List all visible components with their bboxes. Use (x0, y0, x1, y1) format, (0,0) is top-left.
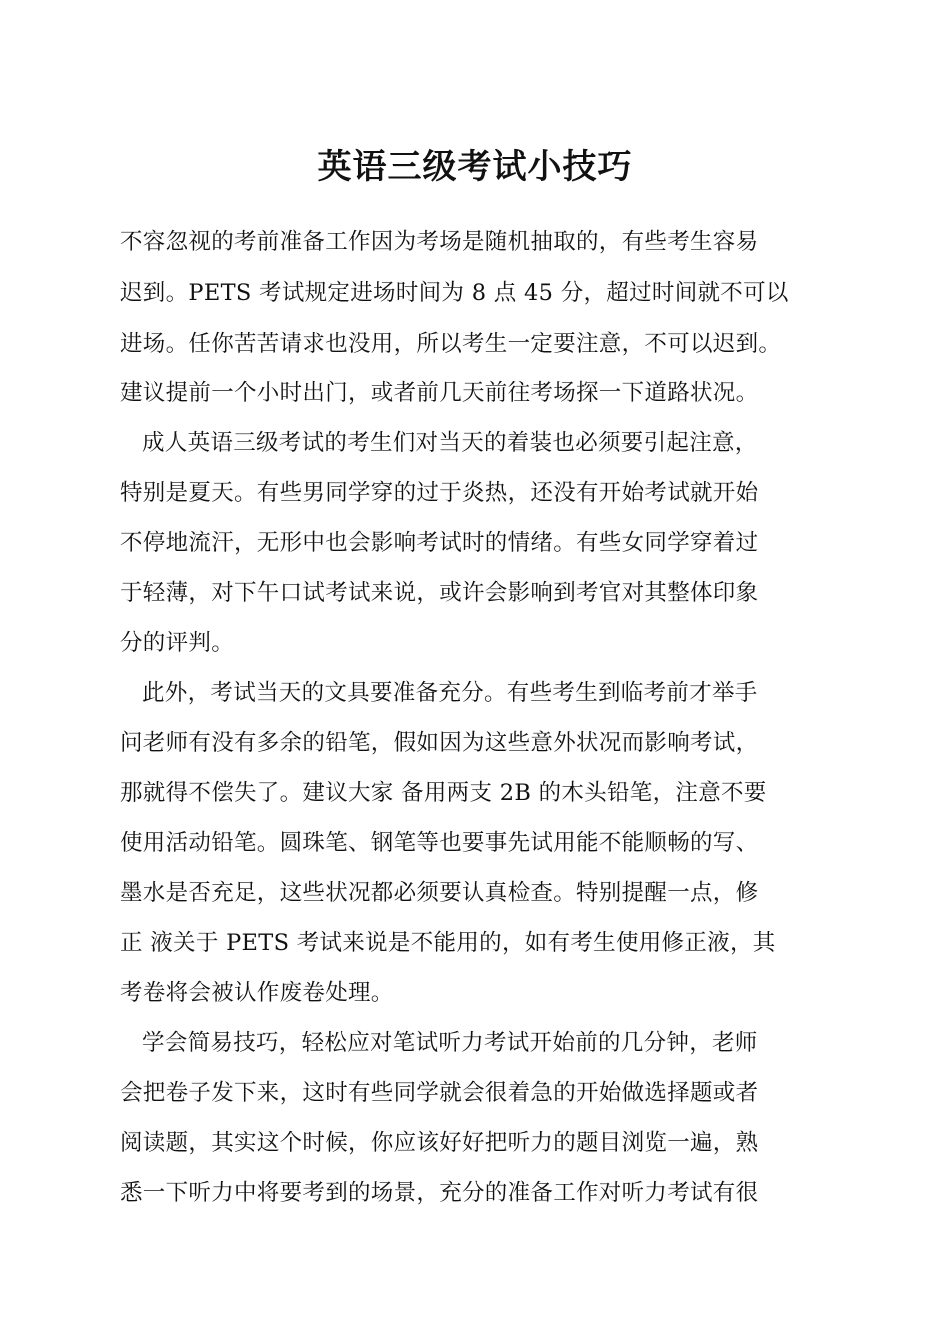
body-line: 不停地流汗，无形中也会影响考试时的情绪。有些女同学穿着过 (120, 530, 759, 556)
body-line: 那就得不偿失了。建议大家 备用两支 2B 的木头铅笔，注意不要 (120, 780, 767, 806)
body-line: 此外，考试当天的文具要准备充分。有些考生到临考前才举手 (142, 680, 758, 706)
body-line: 使用活动铅笔。圆珠笔、钢笔等也要事先试用能不能顺畅的写、 (120, 830, 759, 856)
body-line: 学会简易技巧，轻松应对笔试听力考试开始前的几分钟，老师 (142, 1030, 758, 1056)
body-line: 墨水是否充足，这些状况都必须要认真检查。特别提醒一点，修 (120, 880, 759, 906)
body-line: 阅读题，其实这个时候，你应该好好把听力的题目浏览一遍，熟 (120, 1130, 759, 1156)
document-title: 英语三级考试小技巧 (317, 147, 633, 187)
body-line: 于轻薄，对下午口试考试来说，或许会影响到考官对其整体印象 (120, 580, 759, 606)
body-line: 特别是夏天。有些男同学穿的过于炎热，还没有开始考试就开始 (120, 480, 759, 506)
body-line: 迟到。PETS 考试规定进场时间为 8 点 45 分，超过时间就不可以 (120, 280, 789, 306)
body-line: 会把卷子发下来，这时有些同学就会很着急的开始做选择题或者 (120, 1080, 759, 1106)
body-line: 正 液关于 PETS 考试来说是不能用的，如有考生使用修正液，其 (120, 930, 776, 956)
body-line: 悉一下听力中将要考到的场景，充分的准备工作对听力考试有很 (120, 1180, 759, 1206)
body-line: 进场。任你苦苦请求也没用，所以考生一定要注意，不可以迟到。 (120, 331, 782, 357)
body-line: 不容忽视的考前准备工作因为考场是随机抽取的，有些考生容易 (120, 229, 759, 255)
body-line: 成人英语三级考试的考生们对当天的着装也必须要引起注意， (142, 430, 758, 456)
body-line: 建议提前一个小时出门，或者前几天前往考场探一下道路状况。 (120, 380, 759, 406)
body-line: 考卷将会被认作废卷处理。 (120, 980, 394, 1006)
body-line: 分的评判。 (120, 630, 235, 656)
body-line: 问老师有没有多余的铅笔，假如因为这些意外状况而影响考试， (120, 730, 759, 756)
